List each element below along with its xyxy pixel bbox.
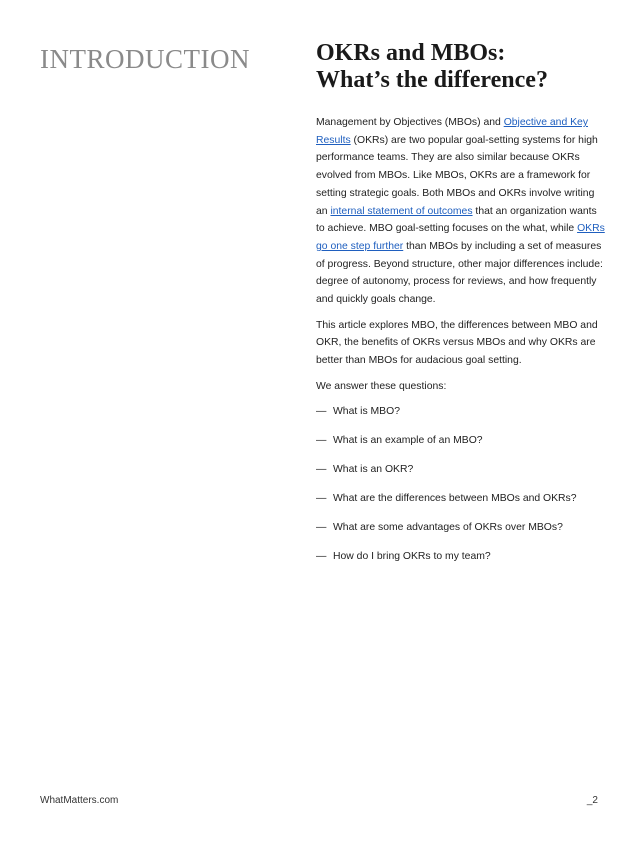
- okr-definition-link[interactable]: Objective and Key Results: [316, 117, 589, 146]
- bullet-dash: —: [316, 492, 327, 504]
- list-item: [316, 462, 606, 478]
- bullet-dash: —: [316, 521, 327, 533]
- intro-text-1: Management by Objectives (MBOs) and: [316, 117, 504, 128]
- okrs-further-link[interactable]: OKRs go one step further: [316, 223, 605, 252]
- list-item: [316, 549, 606, 565]
- page-title: [316, 40, 548, 94]
- list-item: [316, 433, 606, 449]
- bullet-dash: —: [316, 405, 327, 417]
- question-text: What is an example of an MBO?: [333, 434, 483, 446]
- bullet-dash: —: [316, 550, 327, 562]
- intro-text-4: than MBOs by including a set of measures of progress. Beyond structure, other major differences include: degree of autonomy, process for reviews, and how frequently and quickly goals change.: [316, 240, 603, 306]
- article-body: [316, 114, 606, 578]
- list-item: [316, 491, 606, 507]
- question-text: How do I bring OKRs to my team?: [333, 550, 491, 562]
- intro-paragraph: [316, 114, 606, 309]
- questions-list: [316, 404, 606, 565]
- footer-site: WhatMatters.com: [40, 795, 119, 806]
- title-line-1: OKRs and MBOs:: [316, 40, 506, 66]
- title-line-2: What’s the difference?: [316, 67, 548, 93]
- question-text: What are some advantages of OKRs over MBOs?: [333, 521, 563, 533]
- question-text: What is MBO?: [333, 405, 400, 417]
- internal-statement-link[interactable]: internal statement of outcomes: [330, 205, 473, 217]
- bullet-dash: —: [316, 434, 327, 446]
- section-label: INTRODUCTION: [40, 44, 250, 74]
- questions-intro: We answer these questions:: [316, 380, 447, 392]
- bullet-dash: —: [316, 463, 327, 475]
- page-number: _2: [586, 795, 598, 806]
- question-text: What is an OKR?: [333, 463, 414, 475]
- intro-text-3: that an organization wants to achieve. MBO goal-setting focuses on the what, while: [316, 205, 597, 235]
- question-text: What are the differences between MBOs and OKRs?: [333, 492, 577, 504]
- list-item: [316, 520, 606, 536]
- list-item: [316, 404, 606, 420]
- intro-text-2: (OKRs) are two popular goal-setting systems for high performance teams. They are also similar because OKRs evolved from MBOs. Like MBOs, OKRs are a framework for setting strategic goals. Both MBOs and OKRs involve writing an: [316, 134, 598, 217]
- article-scope-paragraph: This article explores MBO, the differences between MBO and OKR, the benefits of OKRs versus MBOs and why OKRs are better than MBOs for audacious goal setting.: [316, 319, 598, 367]
